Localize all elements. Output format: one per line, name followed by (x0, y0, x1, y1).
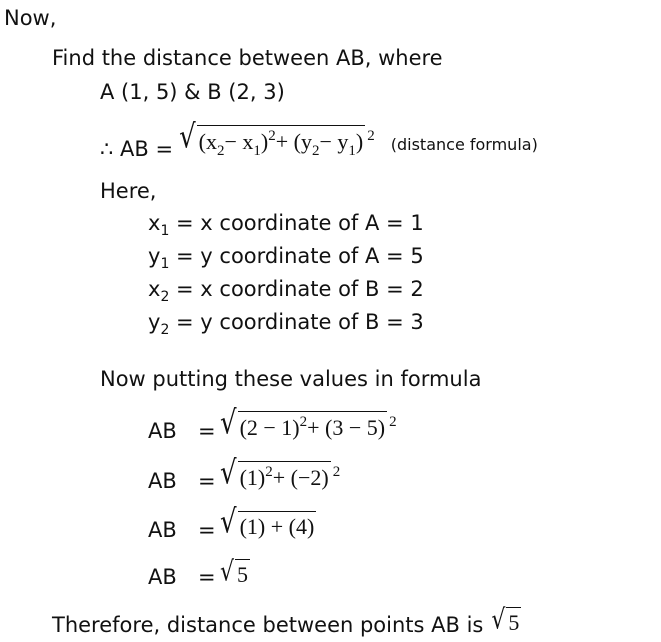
step-3 (148, 503, 316, 541)
step-equals: = (198, 518, 216, 542)
coord-y2: $y_2 = y$ coordinate of B = 3 (148, 310, 424, 338)
step-equals: = (198, 469, 216, 493)
step-lhs: AB (148, 518, 177, 542)
step-2 (148, 454, 340, 492)
step-radical: √ (1) + (4) (220, 503, 315, 541)
step-radical: √ 5 (220, 556, 249, 588)
sqrt-sign: √ (179, 118, 196, 156)
step-lhs: AB (148, 565, 177, 589)
coord-x1: $x_1 = x$ coordinate of A = 1 (148, 211, 424, 239)
conclusion-radical: √ 5 (491, 604, 520, 636)
coord-y1: $y_1 = y$ coordinate of A = 5 (148, 244, 424, 272)
conclusion (52, 600, 521, 636)
step-radical: √ $(1)^2+ (-2)$ $^2$ (220, 454, 341, 492)
formula-lhs: ∴ AB = (100, 137, 174, 161)
intro-text: Now, (4, 6, 57, 30)
here-label: Here, (100, 179, 157, 203)
step-radical: √ $(2 - 1)^2+ (3 - 5)$ $^2$ (220, 404, 397, 442)
formula-radicand: $(x_2- x_1)^2+ (y_2- y_1)$ (197, 125, 366, 160)
step-equals: = (198, 419, 216, 443)
coord-x2: $x_2 = x$ coordinate of B = 2 (148, 277, 424, 305)
conclusion-text: Therefore, distance between points AB is (52, 613, 484, 637)
points-given: A (1, 5) & B (2, 3) (100, 80, 285, 104)
putting-values-text: Now putting these values in formula (100, 367, 482, 391)
step-lhs: AB (148, 419, 177, 443)
step-lhs: AB (148, 469, 177, 493)
step-equals: = (198, 565, 216, 589)
problem-statement: Find the distance between AB, where (52, 46, 443, 70)
step-1 (148, 404, 397, 442)
formula-radical: √ $(x_2- x_1)^2+ (y_2- y_1)$ $^2$ (179, 118, 375, 159)
distance-formula-line (100, 120, 538, 160)
formula-note: (distance formula) (390, 135, 538, 154)
step-4 (148, 552, 250, 588)
